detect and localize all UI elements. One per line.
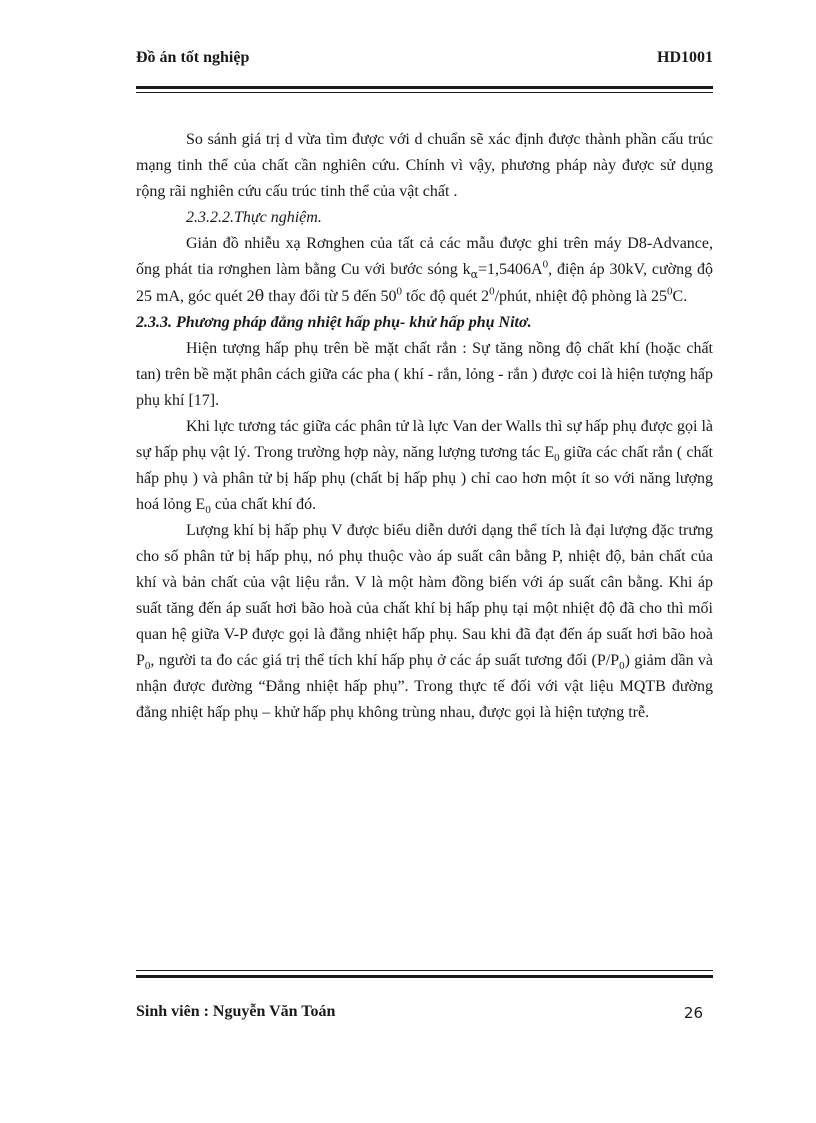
paragraph-xrd-experiment: Giản đồ nhiễu xạ Rơnghen của tất cả các mẫu được ghi trên máy D8-Advance, ống phát tia rơnghen làm bằng Cu với bước sóng $k_\alpha=1,5406A^0$, điện áp 30kV, cường độ 25 mA, góc quét 2θ thay đổi từ 5 đến $50^0$ tốc độ quét $2^0$/phút, nhiệt độ phòng là $25^0C$. [136, 235, 714, 305]
section-heading: 2.3.3. Phương pháp đẳng nhiệt hấp phụ- khử hấp phụ Nitơ. [136, 314, 532, 331]
footer-rule-thin [136, 970, 713, 971]
header-rule-thin [136, 92, 713, 93]
header-code: HD1001 [657, 49, 713, 66]
page-body [136, 127, 713, 726]
page-number: 26 [683, 1004, 703, 1022]
footer-rule-thick [136, 975, 713, 978]
subheading-experiment: 2.3.2.2.Thực nghiệm. [186, 209, 322, 226]
header-title: Đồ án tốt nghiệp [136, 49, 250, 66]
paragraph-adsorption-isotherm: Lượng khí bị hấp phụ V được biểu diễn dưới dạng thể tích là đại lượng đặc trưng cho số phân tử bị hấp phụ, nó phụ thuộc vào áp suất cân bằng P, nhiệt độ, bản chất của khí và bản chất của vật liệu rắn. V là một hàm đồng biến với áp suất cân bằng. Khi áp suất tăng đến áp suất hơi bão hoà của chất khí bị hấp phụ tại một nhiệt độ đã cho thì mối quan hệ giữa V-P được gọi là đẳng nhiệt hấp phụ. Sau khi đã đạt đến áp suất hơi bão hoà $P_0$, người ta đo các giá trị thể tích khí hấp phụ ở các áp suất tương đối $(P/P_0)$ giảm dần và nhận được đường “Đẳng nhiệt hấp phụ”. Trong thực tế đối với vật liệu MQTB đường đẳng nhiệt hấp phụ – khử hấp phụ không trùng nhau, được gọi là hiện tượng trễ. [136, 522, 713, 721]
paragraph-physical-adsorption: Khi lực tương tác giữa các phân tử là lực Van der Walls thì sự hấp phụ được gọi là sự hấp phụ vật lý. Trong trường hợp này, năng lượng tương tác $E_0$ giữa các chất rắn ( chất hấp phụ ) và phân tử bị hấp phụ (chất bị hấp phụ ) chỉ cao hơn một ít so với năng lượng hoá lỏng $E_0$ của chất khí đó. [136, 418, 713, 517]
paragraph-adsorption-definition: Hiện tượng hấp phụ trên bề mặt chất rắn : Sự tăng nồng độ chất khí (hoặc chất tan) trên bề mặt phân cách giữa các pha ( khí - rắn, lỏng - rắn ) được coi là hiện tượng hấp phụ khí [17]. [136, 340, 713, 409]
footer-student: Sinh viên : Nguyễn Văn Toán [136, 1003, 336, 1020]
paragraph-xrd-comparison: So sánh giá trị d vừa tìm được với d chuẩn sẽ xác định được thành phần cấu trúc mạng tinh thể của chất cần nghiên cứu. Chính vì vậy, phương pháp này được sử dụng rộng rãi nghiên cứu cấu trúc tinh thể của vật chất . [136, 131, 713, 200]
header-rule-thick [136, 86, 713, 89]
